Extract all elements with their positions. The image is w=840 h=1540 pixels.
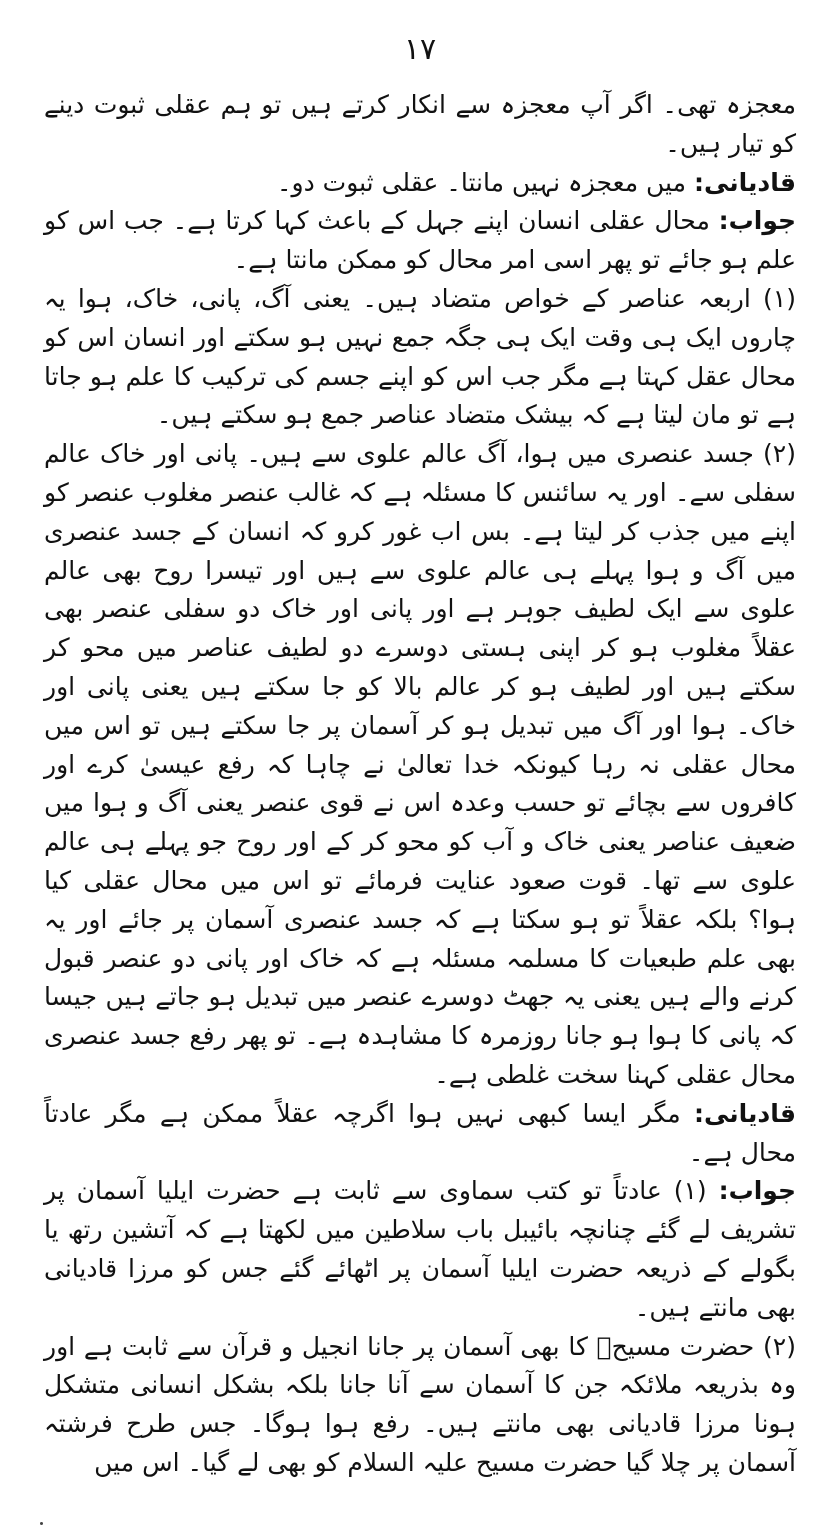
- paragraph-text: معجزہ تھی۔ اگر آپ معجزہ سے انکار کرتے ہیں تو ہم عقلی ثبوت دینے کو تیار ہیں۔: [44, 90, 796, 158]
- paragraph-point-2: [44, 435, 796, 1095]
- paragraph-second-answer-point-2: [44, 1328, 796, 1483]
- paragraph-second-answer: [44, 1172, 796, 1327]
- paragraph-text: مگر ایسا کبھی نہیں ہوا اگرچہ عقلاً ممکن ہے مگر عادتاً محال ہے۔: [44, 1098, 796, 1167]
- paragraph-answer: [44, 202, 796, 280]
- paragraph-text: محال عقلی انسان اپنے جہل کے باعث کہا کرتا ہے۔ جب اس کو علم ہو جائے تو پھر اسی امر محال کو ممکن مانتا ہے۔: [44, 206, 796, 275]
- paragraph-point-1: [44, 280, 796, 435]
- page-number: ۱۷: [403, 32, 437, 67]
- speaker-label: قادیانی:: [693, 1098, 796, 1128]
- paragraph-text: (۲) جسد عنصری میں ہوا، آگ عالم علوی سے ہیں۔ پانی اور خاک عالم سفلی سے۔ اور یہ سائنس کا مسئلہ ہے کہ غالب عنصر مغلوب عنصر کو اپنے میں جذب کر لیتا ہے۔ بس اب غور کرو کہ انسان کے جسد عنصری میں آگ و ہوا پہلے ہی عالم علوی سے ہیں اور تیسرا روح بھی عالم علوی سے ایک لطیف جوہر ہے اور پانی اور خاک دو سفلی عنصر بھی عقلاً مغلوب ہو کر اپنی ہستی دوسرے دو لطیف عناصر میں محو کر سکتے ہیں اور لطیف ہو کر عالم بالا کو جا سکتے ہیں یعنی پانی اور خاک۔ ہوا اور آگ میں تبدیل ہو کر آسمان پر جا سکتے ہیں تو اس میں محال عقلی نہ رہا کیونکہ خدا تعالیٰ نے چاہا کہ رفع عیسیٰ کرے اور کافروں سے بچائے تو حسب وعدہ اس نے قوی عنصر یعنی آگ و ہوا میں ضعیف عناصر یعنی خاک و آب کو محو کر کے اور روح جو پہلے ہی عالم علوی سے تھا۔ قوت صعود عنایت فرمائے تو اس میں محال عقلی کیا ہوا؟ بلکہ عقلاً تو ہو سکتا ہے کہ جسد عنصری آسمان پر جائے اور یہ بھی علم طبعیات کا مسلمہ مسئلہ ہے کہ خاک اور پانی دو عنصر قبول کرنے والے ہیں یعنی یہ جھٹ دوسرے عنصر میں تبدیل ہو جاتے ہیں جیسا کہ پانی کا ہوا ہو جانا روزمرہ کا مشاہدہ ہے۔ تو پھر رفع جسد عنصری محال عقلی کہنا سخت غلطی ہے۔: [44, 439, 796, 1089]
- page-body: [44, 86, 796, 1483]
- paragraph-text: (۱) عادتاً تو کتب سماوی سے ثابت ہے حضرت ایلیا آسمان پر تشریف لے گئے چنانچہ بائیبل باب سلاطین میں لکھتا ہے کہ آتشین رتھ یا بگولے کے ذریعہ حضرت ایلیا آسمان پر اٹھائے گئے جس کو مرزا قادیانی بھی مانتے ہیں۔: [44, 1176, 796, 1322]
- paragraph-text: (۱) اربعہ عناصر کے خواص متضاد ہیں۔ یعنی آگ، پانی، خاک، ہوا یہ چاروں ایک ہی وقت ایک ہی جگہ جمع نہیں ہو سکتے اور انسان اس کو محال عقل کہتا ہے مگر جب اس کو اپنے جسم کی ترکیب کا علم ہو جاتا ہے تو مان لیتا ہے کہ بیشک متضاد عناصر جمع ہو سکتے ہیں۔: [44, 283, 796, 430]
- paragraph-qadiani-second-objection: [44, 1095, 796, 1173]
- paragraph-intro: [44, 86, 796, 164]
- paragraph-qadiani-objection: [44, 164, 796, 203]
- scan-speck: [40, 1522, 43, 1525]
- paragraph-text: (۲) حضرت مسیحؑ کا بھی آسمان پر جانا انجیل و قرآن سے ثابت ہے اور وہ بذریعہ ملائکہ جن کا آسمان سے آنا جانا بلکہ بشکل انسانی متشکل ہونا مرزا قادیانی بھی مانتے ہیں۔ رفع ہوا ہوگا۔ جس طرح فرشتہ آسمان پر چلا گیا حضرت مسیح علیہ السلام کو بھی لے گیا۔ اس میں: [44, 1331, 796, 1477]
- speaker-label: جواب:: [718, 206, 797, 236]
- speaker-label: قادیانی:: [693, 167, 796, 197]
- paragraph-text: میں معجزہ نہیں مانتا۔ عقلی ثبوت دو۔: [276, 167, 686, 197]
- speaker-label: جواب:: [718, 1176, 796, 1206]
